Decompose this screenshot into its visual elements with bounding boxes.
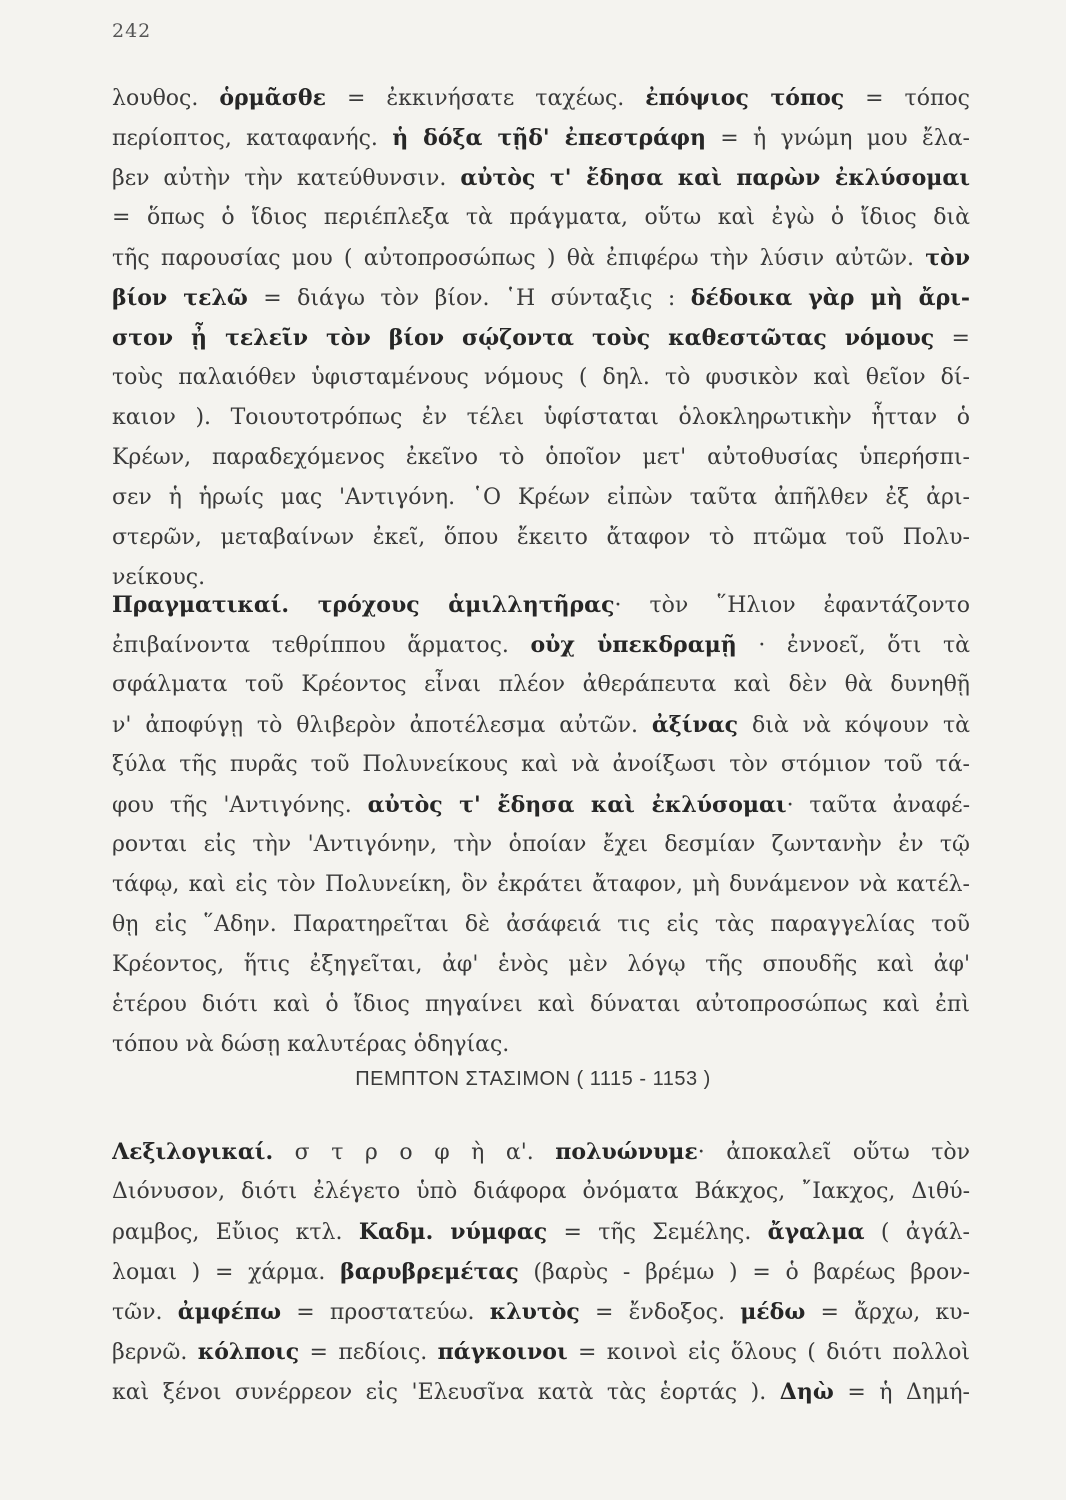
text-line (112, 705, 970, 745)
text-run: ( ἀγάλ- (864, 1220, 970, 1245)
text-run: = διάγω τὸν βίον. ῾Η σύνταξις : (247, 286, 691, 311)
text-run: τόπου νὰ δώσῃ καλυτέρας ὁδηγίας. (112, 1032, 510, 1057)
text-run: βεν αὐτὴν τὴν κατεύθυνσιν. (112, 166, 461, 191)
text-run: λουθος. (112, 86, 220, 111)
page-number: 242 (112, 20, 152, 42)
bold-term: ἀμφέπω (177, 1299, 282, 1325)
text-run: τοὺς παλαιόθεν ὑφισταμένους νόμους ( δηλ. τὸ φυσικὸν καὶ θεῖον δί- (112, 365, 970, 390)
bold-term: δέδοικα γὰρ μὴ ἄρι- (690, 285, 970, 311)
text-run: = ἡ γνώμη μου ἔλα- (705, 126, 970, 151)
bold-term: μέδω (740, 1299, 806, 1325)
text-line (112, 518, 970, 558)
bold-term: πάγκοινοι (437, 1339, 568, 1365)
bold-term: ἡ δόξα τῇδ' ἐπεστράφη (392, 125, 706, 151)
text-line (112, 158, 970, 198)
text-run: ἐπιβαίνοντα τεθρίππου ἅρματος. (112, 633, 531, 658)
text-line (112, 865, 970, 905)
text-line (112, 1332, 970, 1372)
text-run: καιον ). Τοιουτοτρόπως ἐν τέλει ὑφίσταται ὁλοκληρωτικὴν ἧτταν ὁ (112, 405, 970, 430)
bold-term: βίον τελῶ (112, 285, 248, 311)
text-run: = (934, 326, 970, 351)
text-run: = ἄρχω, κυ- (805, 1300, 970, 1325)
text-line (112, 1132, 970, 1172)
text-line (112, 985, 970, 1025)
text-run: = τῆς Σεμέλης. (547, 1220, 768, 1245)
text-run: = ἔνδοξος. (579, 1300, 741, 1325)
bold-term: κόλποις (197, 1339, 300, 1365)
bold-term: οὐχ ὑπεκδραμῇ (530, 632, 737, 658)
text-line (112, 625, 970, 665)
text-line (112, 1025, 970, 1065)
text-run: καὶ ξένοι συνέρρεον εἰς 'Ελευσῖνα κατὰ τὰς ἑορτάς ). (112, 1380, 780, 1405)
text-run: = κοινοὶ εἰς ὅλους ( διότι πολλοὶ (567, 1340, 970, 1365)
text-run: σφάλματα τοῦ Κρέοντος εἶναι πλέον ἀθεράπευτα καὶ δὲν θὰ δυνηθῇ (112, 672, 970, 697)
text-line (112, 318, 970, 358)
paragraph-3 (112, 1132, 970, 1412)
text-line (112, 478, 970, 518)
text-line (112, 398, 970, 438)
bold-term: Λεξιλογικαί. (112, 1139, 274, 1165)
text-run: διὰ νὰ κόψουν τὰ (738, 713, 970, 738)
text-run: · ταῦτα ἀναφέ- (786, 793, 970, 818)
bold-term: βαρυβρεμέτας (340, 1259, 519, 1285)
text-run: = ὅπως ὁ ἴδιος περιέπλεξα τὰ πράγματα, οὕτω καὶ ἐγὼ ὁ ἴδιος διὰ (112, 205, 970, 230)
text-run: = πεδίοις. (299, 1340, 438, 1365)
text-line (112, 278, 970, 318)
text-run: Κρέοντος, ἥτις ἐξηγεῖται, ἀφ' ἑνὸς μὲν λόγῳ τῆς σπουδῆς καὶ ἀφ' (112, 952, 970, 977)
text-run: περίοπτος, καταφανής. (112, 126, 393, 151)
text-run: τάφῳ, καὶ εἰς τὸν Πολυνείκη, ὃν ἐκράτει ἄταφον, μὴ δυνάμενον νὰ κατέλ- (112, 872, 970, 897)
bold-term: Καδμ. νύμφας (358, 1219, 548, 1245)
bold-term: ὁρμᾶσθε (219, 85, 326, 111)
text-run: ραμβος, Εὔιος κτλ. (112, 1220, 359, 1245)
text-run: τῶν. (112, 1300, 178, 1325)
text-line (112, 1212, 970, 1252)
text-line (112, 438, 970, 478)
text-run: Διόνυσον, διότι ἐλέγετο ὑπὸ διάφορα ὀνόματα Βάκχος, ῎Ιακχος, Διθύ- (112, 1179, 970, 1204)
text-run: λομαι ) = χάρμα. (112, 1260, 341, 1285)
text-run: φου τῆς 'Αντιγόνης. (112, 793, 368, 818)
text-line (112, 1172, 970, 1212)
bold-term: ἐπόψιος τόπος (645, 85, 845, 111)
text-run: = τόπος (844, 86, 970, 111)
text-line (112, 1372, 970, 1412)
text-run: βερνῶ. (112, 1340, 198, 1365)
text-run: · ἀποκαλεῖ οὕτω τὸν (697, 1140, 970, 1165)
text-run: ρονται εἰς τὴν 'Αντιγόνην, τὴν ὁποίαν ἔχει δεσμίαν ζωντανὴν ἐν τῷ (112, 832, 970, 857)
text-line (112, 1292, 970, 1332)
text-line (112, 945, 970, 985)
text-line (112, 825, 970, 865)
bold-term: Δηὼ (779, 1379, 834, 1405)
text-run: σεν ἡ ἡρωίς μας 'Αντιγόνη. ῾Ο Κρέων εἰπὼν ταῦτα ἀπῆλθεν ἐξ ἀρι- (112, 485, 970, 510)
text-run: ἑτέρου διότι καὶ ὁ ἴδιος πηγαίνει καὶ δύναται αὐτοπροσώπως καὶ ἐπὶ (112, 992, 970, 1017)
text-run: στερῶν, μεταβαίνων ἐκεῖ, ὅπου ἔκειτο ἄταφον τὸ πτῶμα τοῦ Πολυ- (112, 525, 970, 550)
text-run: (βαρὺς - βρέμω ) = ὁ βαρέως βρον- (518, 1260, 970, 1285)
text-run: ξύλα τῆς πυρᾶς τοῦ Πολυνείκους καὶ νὰ ἀνοίξωσι τὸν στόμιον τοῦ τά- (112, 752, 970, 777)
text-run: τῆς παρουσίας μου ( αὐτοπροσώπως ) θὰ ἐπιφέρω τὴν λύσιν αὐτῶν. (112, 246, 926, 271)
text-run: · ἐννοεῖ, ὅτι τὰ (736, 633, 970, 658)
bold-term: πολυώνυμε (555, 1139, 698, 1165)
text-line (112, 78, 970, 118)
text-line (112, 785, 970, 825)
text-line (112, 905, 970, 945)
text-run: = προστατεύω. (281, 1300, 490, 1325)
paragraph-1 (112, 78, 970, 598)
bold-term: τὸν (925, 245, 970, 271)
text-line (112, 358, 970, 398)
text-run: ν' ἀποφύγῃ τὸ θλιβερὸν ἀποτέλεσμα αὐτῶν. (112, 713, 652, 738)
text-line (112, 745, 970, 785)
bold-term: ἄγαλμα (767, 1219, 865, 1245)
bold-term: ἀξίνας (651, 712, 739, 738)
text-run: νείκους. (112, 565, 206, 590)
text-run: · τὸν ῞Ηλιον ἐφαντάζοντο (614, 593, 970, 618)
bold-term: αὐτὸς τ' ἔδησα καὶ ἐκλύσομαι (367, 792, 787, 818)
bold-term: στον ᾖ τελεῖν τὸν βίον σῴζοντα τοὺς καθεστῶτας νόμους (112, 325, 935, 351)
text-run: Κρέων, παραδεχόμενος ἐκεῖνο τὸ ὁποῖον μετ' αὐτοθυσίας ὑπερήσπι- (112, 445, 970, 470)
text-run: θῃ εἰς ῞Αδην. Παρατηρεῖται δὲ ἀσάφειά τις εἰς τὰς παραγγελίας τοῦ (112, 912, 970, 937)
text-run: = ἐκκινήσατε ταχέως. (325, 86, 646, 111)
bold-term: κλυτὸς (489, 1299, 580, 1325)
bold-term: αὐτὸς τ' ἔδησα καὶ παρὼν ἐκλύσομαι (460, 165, 970, 191)
text-line (112, 118, 970, 158)
text-line (112, 585, 970, 625)
text-line (112, 238, 970, 278)
text-line (112, 198, 970, 238)
text-line (112, 665, 970, 705)
text-run: σ τ ρ ο φ ὴ α'. (273, 1140, 556, 1165)
section-heading: ΠΕΜΠΤΟΝ ΣΤΑΣΙΜΟΝ ( 1115 - 1153 ) (355, 1068, 711, 1090)
text-line (112, 1252, 970, 1292)
text-run: = ἡ Δημή- (833, 1380, 970, 1405)
paragraph-2 (112, 585, 970, 1065)
bold-term: Πραγματικαί. τρόχους ἁμιλλητῆρας (112, 592, 615, 618)
